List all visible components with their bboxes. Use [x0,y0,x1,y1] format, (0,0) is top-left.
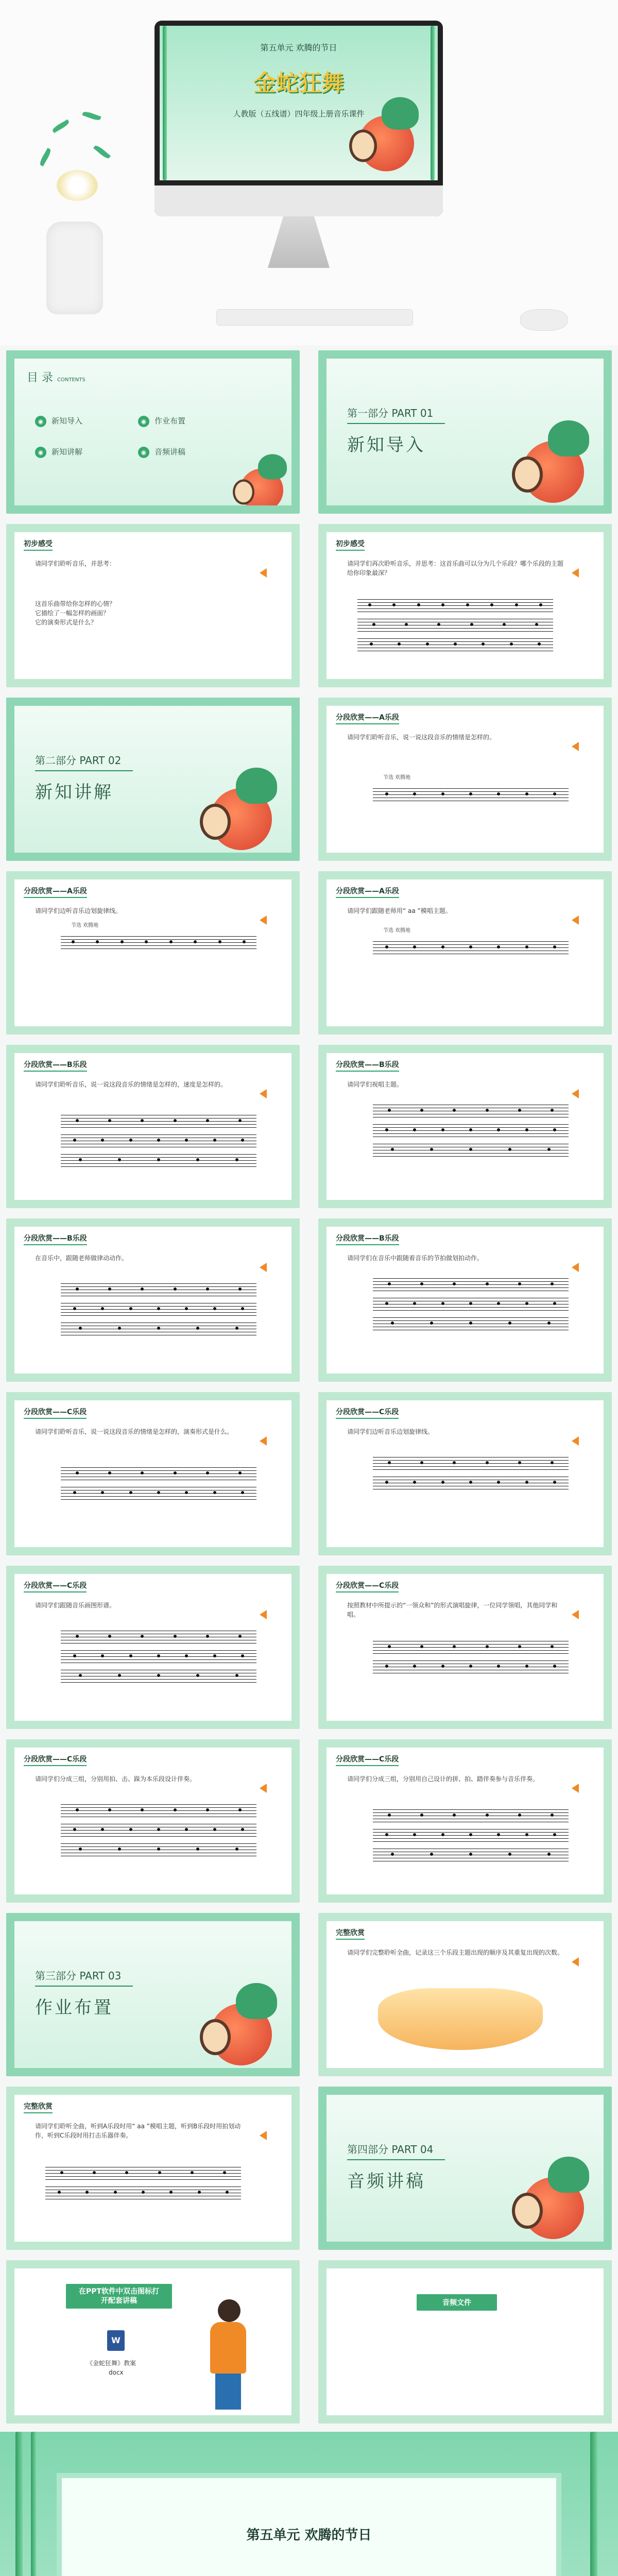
slide-first-impression [6,524,300,687]
slide-tag: 分段欣赏——A乐段 [336,886,399,898]
score-label: 节选 欢腾地 [383,775,411,781]
audio-icon[interactable] [260,916,267,925]
slide-text: 请同学们再次聆听音乐，并思考：这首乐曲可以分为几个乐段？哪个乐段的主题给你印象最深？ [347,560,564,577]
slide-tag: 分段欣赏——C乐段 [336,1406,399,1419]
music-score [61,1110,256,1174]
slide-part-03 [6,1913,300,2076]
music-score [61,931,256,956]
slide-text: 在音乐中，跟随老师做律动动作。 [35,1255,128,1262]
slide-tag: 分段欣赏——C乐段 [24,1580,87,1592]
music-score [373,1099,569,1163]
slide-c-section-4 [318,1566,612,1729]
teacher-illustration [205,2299,251,2413]
monitor-screen [160,26,438,180]
dragon-illustration [512,420,594,508]
final-unit: 第五单元 欢腾的节日 [246,2528,372,2543]
music-score [61,1625,256,1689]
slide-tag: 完整欣赏 [336,1927,365,1940]
audio-icon[interactable] [260,568,267,578]
slide-audio-file [318,2260,612,2424]
vase [46,222,103,314]
slide-tag: 分段欣赏——C乐段 [24,1406,87,1419]
audio-icon[interactable] [572,568,579,578]
slide-tag: 初步感受 [336,538,365,551]
music-score [61,1278,256,1342]
audio-icon[interactable] [572,916,579,925]
slide-tag: 分段欣赏——A乐段 [336,712,399,724]
toc-item-4[interactable]: ◉ 音频讲稿 [138,446,185,458]
slide-c-section-1 [6,1392,300,1555]
audio-icon[interactable] [260,1089,267,1098]
final-card [57,2473,561,2576]
slide-tag: 完整欣赏 [24,2101,53,2113]
slide-text: 请同学们聆听全曲，听到A乐段时用“ aa ”模唱主题，听到B乐段时用拍划动作，听到C乐段时用打击乐器伴奏。 [35,2123,241,2139]
toc-item-2[interactable]: ◉ 作业布置 [138,415,185,427]
part-number: 第二部分 PART 02 [35,754,122,767]
dragon-illustration [200,1983,282,2071]
slide-part-02 [6,698,300,861]
word-doc-icon[interactable]: W [107,2330,125,2351]
audio-icon[interactable] [260,1784,267,1793]
slide-tag: 分段欣赏——C乐段 [336,1580,399,1592]
part-number: 第四部分 PART 04 [347,2143,434,2156]
monitor [154,21,443,216]
slide-b-section-2 [318,1045,612,1208]
part-title: 新知讲解 [35,782,113,803]
slide-text: 请同学们聆听音乐，说一说这段音乐的情绪是怎样的，演奏形式是什么。 [35,1428,233,1435]
music-score [45,2162,241,2206]
score-label: 节选 欢腾地 [71,923,99,928]
question-list: 这首乐曲带给你怎样的心情？ 它描绘了一幅怎样的画面？ 它的演奏形式是什么？ [35,600,116,626]
slide-c-section-3 [6,1566,300,1729]
music-score [373,936,569,961]
slide-doc-download [6,2260,300,2424]
audio-icon[interactable] [572,1784,579,1793]
music-score [61,1462,256,1506]
final-title [62,2566,556,2576]
slide-toc [6,350,300,514]
music-score [61,1799,256,1863]
slide-text: 请同学们跟随老师用“ aa ”模唱主题。 [347,907,452,914]
hero-subtitle: 人教版（五线谱）四年级上册音乐课件 [233,109,365,118]
slide-text: 请同学们聆听音乐，说一说这段音乐的情绪是怎样的。 [347,734,496,741]
slide-text: 请同学们分成三组，分别用拍、击、跺为本乐段设计伴奏。 [35,1775,196,1783]
slide-tag: 分段欣赏——B乐段 [336,1233,399,1245]
keyboard [216,309,413,326]
audio-icon[interactable] [260,1610,267,1619]
slide-tag: 初步感受 [24,538,53,551]
slide-text: 请同学们在音乐中跟随着音乐的节拍做划拍动作。 [347,1255,484,1262]
slide-tag: 分段欣赏——C乐段 [336,1754,399,1766]
doc-ext: docx [109,2369,124,2376]
music-score [373,1804,569,1868]
slide-c-section-5 [6,1739,300,1903]
part-title: 音频讲稿 [347,2171,425,2192]
audio-icon[interactable] [572,1957,579,1967]
slide-text: 请同学们聆听音乐，并思考： [35,560,116,567]
part-number: 第一部分 PART 01 [347,407,434,419]
slide-full-listen [318,1913,612,2076]
part-title: 作业布置 [35,1997,113,2018]
dragon-illustration [512,2157,594,2244]
slide-a-section-2 [6,871,300,1035]
slide-text: 请同学们视唱主题。 [347,1081,403,1088]
monitor-stand [268,216,330,268]
slide-text: 请同学们跟随音乐画图形谱。 [35,1602,116,1609]
slide-first-impression-2 [318,524,612,687]
hero-unit: 第五单元 欢腾的节日 [260,43,337,53]
toc-title: 目 录 CONTENTS [27,371,85,384]
toc-item-1[interactable]: ◉ 新知导入 [35,415,82,427]
audio-icon[interactable] [260,1263,267,1272]
slide-text: 按照教材中所提示的“一领众和”的形式演唱旋律，一位同学领唱，其他同学和唱。 [347,1602,558,1618]
toc-item-3[interactable]: ◉ 新知讲解 [35,446,82,458]
hero-mockup [0,0,618,345]
slide-a-section-1 [318,698,612,861]
audio-file-button[interactable]: 音频文件 [417,2294,497,2311]
slide-text: 请同学们分成三组，分别用自己设计的拼、拍、踏伴奏参与音乐伴奏。 [347,1775,539,1783]
plant-decoration [21,103,134,227]
audio-icon[interactable] [572,1610,579,1619]
slide-a-section-3 [318,871,612,1035]
slide-b-section-1 [6,1045,300,1208]
hero-title: 金蛇狂舞 [253,70,344,96]
slide-part-01 [318,350,612,514]
part-title: 新知导入 [347,435,425,455]
audio-icon[interactable] [572,1263,579,1272]
slide-b-section-3 [6,1218,300,1382]
audio-icon[interactable] [260,1436,267,1446]
music-score [373,1636,569,1680]
slide-part-04 [318,2087,612,2250]
dragon-boat-illustration [378,1988,543,2050]
slide-text: 请同学们完整聆听全曲，记录这三个乐段主题出现的顺序及其重复出现的次数。 [347,1949,564,1956]
slide-tag: 分段欣赏——A乐段 [24,886,87,898]
slide-text: 请同学们边听音乐边划旋律线。 [35,907,122,914]
audio-icon[interactable] [572,1089,579,1098]
final-title-slide [0,2432,618,2576]
mouse [520,309,568,331]
slide-tag: 分段欣赏——B乐段 [24,1233,87,1245]
slide-tag: 分段欣赏——B乐段 [336,1059,399,1072]
audio-icon[interactable] [572,742,579,751]
slide-tag: 分段欣赏——C乐段 [24,1754,87,1766]
slide-c-section-2 [318,1392,612,1555]
slide-full-listen-2 [6,2087,300,2250]
open-doc-button[interactable]: 在PPT软件中双击图标打开配套讲稿 [66,2284,172,2309]
slide-text: 请同学们边听音乐边划旋律线。 [347,1428,434,1435]
dragon-illustration [200,768,282,855]
slide-tag: 分段欣赏——B乐段 [24,1059,87,1072]
score-label: 节选 欢腾地 [383,928,411,934]
slide-text: 请同学们聆听音乐，说一说这段音乐的情绪是怎样的，速度是怎样的。 [35,1081,227,1088]
dragon-illustration [233,454,290,514]
music-score [357,594,553,658]
music-score [373,1452,569,1496]
part-number: 第三部分 PART 03 [35,1970,122,1982]
slide-c-section-6 [318,1739,612,1903]
music-score [373,783,569,808]
slide-b-section-4 [318,1218,612,1382]
music-score [373,1273,569,1337]
audio-icon[interactable] [260,2131,267,2140]
dragon-illustration [349,97,423,176]
audio-icon[interactable] [572,1436,579,1446]
doc-name: 《金蛇狂舞》教案 [87,2360,136,2367]
